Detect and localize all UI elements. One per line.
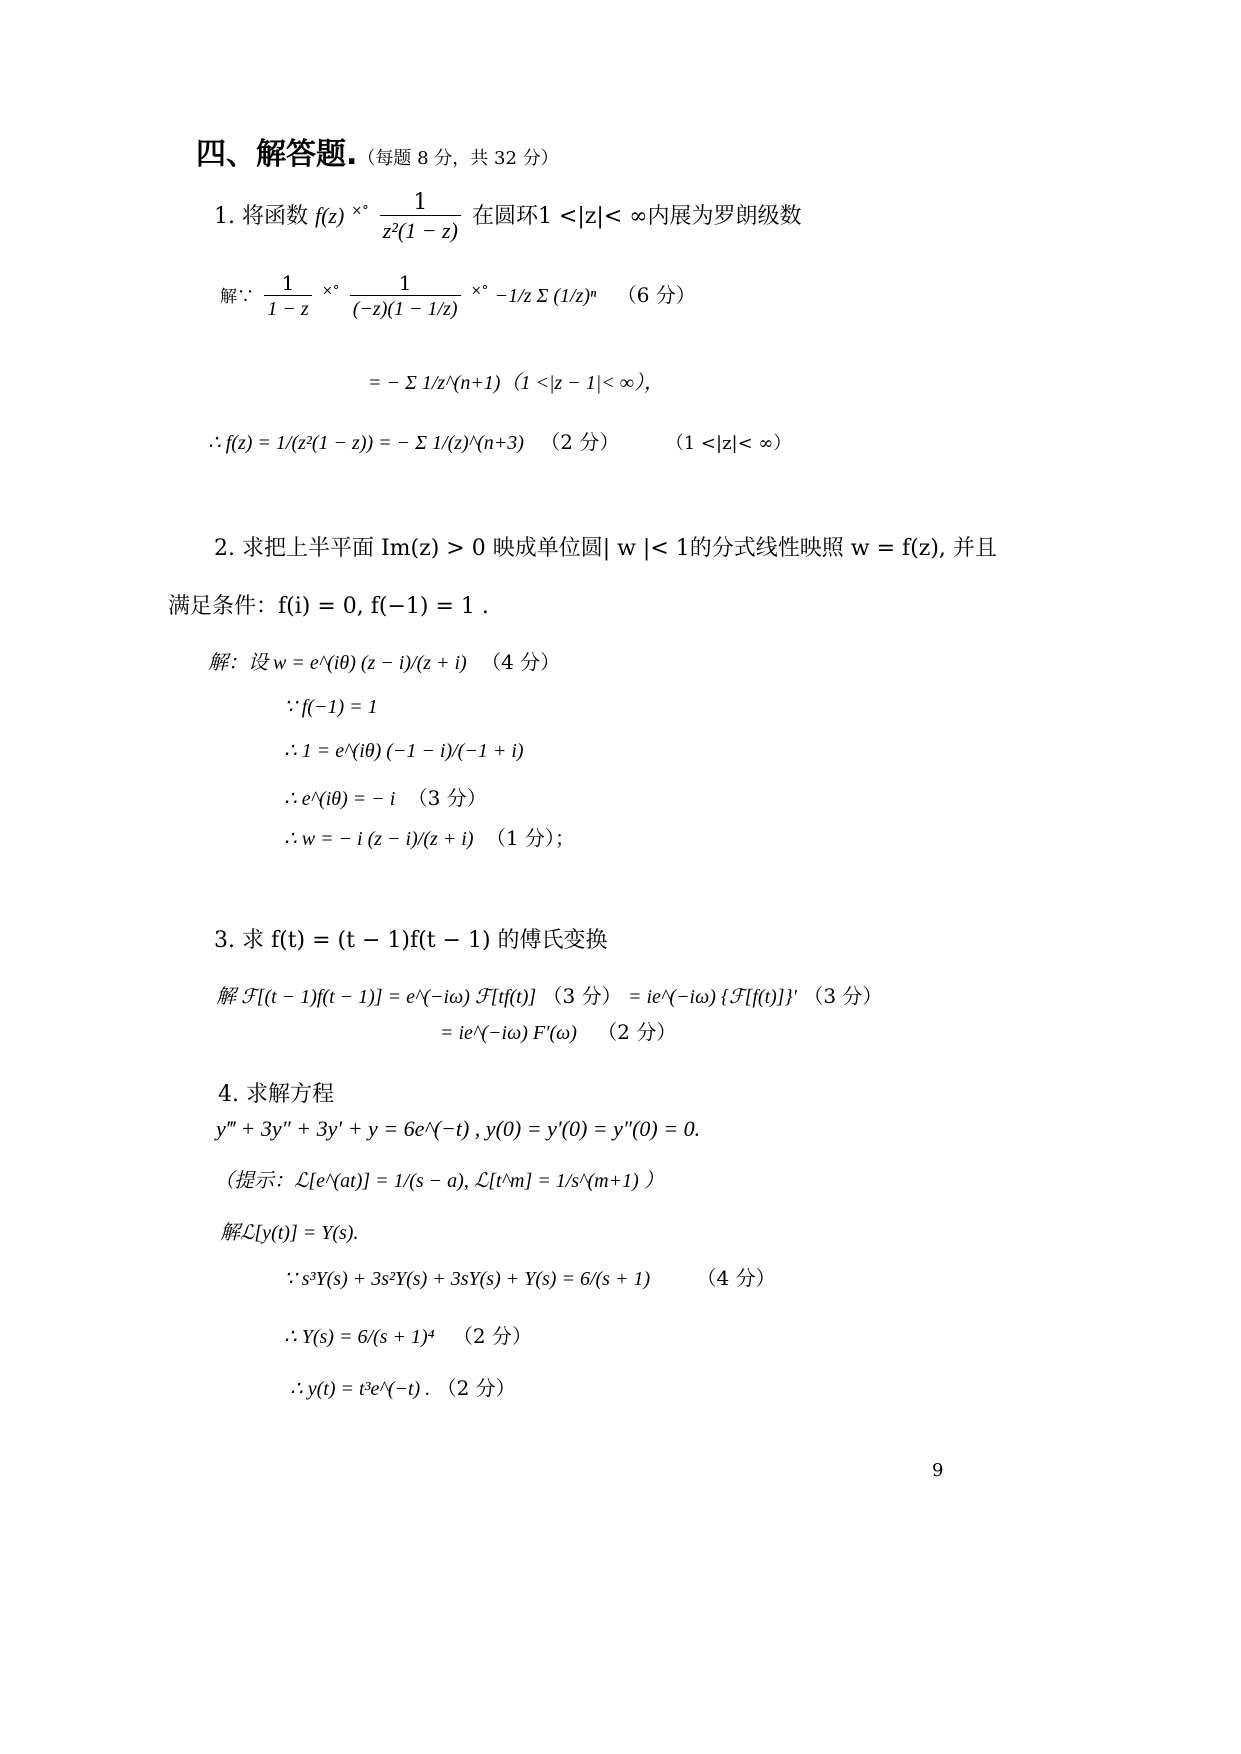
problem-4-solution-line-2: ∵ s³Y(s) + 3s²Y(s) + 3sY(s) + Y(s) = 6/(s + 1) （4 分） [284, 1266, 776, 1290]
problem-1-fraction: $\frac{1}{\text{z²(1 − z)}}$ [380, 190, 461, 244]
problem-2-statement-line-1: 2. 求把上半平面 Im(z) > 0 映成单位圆| w |< 1的分式线性映照 w = f(z), 并且 [214, 536, 997, 561]
problem-4-hint: （提示：ℒ[e^(at)] = 1/(s − a), ℒ[t^m] = 1/s^(m+1) ） [214, 1170, 664, 1192]
problem-2-solution-line-2: ∵ f(−1) = 1 [284, 696, 378, 718]
problem-4-solution-line-3: ∴ Y(s) = 6/(s + 1)⁴ （2 分） [284, 1324, 533, 1348]
problem-1-solution-line-3: ∴ f(z) = 1/(z²(1 − z)) = − Σ 1/(z)^(n+3) （2 分） （1 <|z|< ∞） [208, 430, 792, 454]
problem-3-statement: 3. 求 f(t) = (t − 1)f(t − 1) 的傅氏变换 [214, 928, 608, 953]
problem-4-statement: 4. 求解方程 [218, 1082, 334, 1107]
page-number: 9 [932, 1460, 944, 1481]
problem-2-solution-line-5: ∴ w = − i (z − i)/(z + i) （1 分）； [284, 826, 575, 850]
problem-1-solution-line-2: = − Σ 1/z^(n+1)（1 <|z − 1|< ∞）， [368, 372, 664, 394]
problem-4-solution-line-4: ∴ y(t) = t³e^(−t) . （2 分） [290, 1376, 516, 1400]
problem-2-solution-line-1: 解：设 w = e^(iθ) (z − i)/(z + i) （4 分） [208, 650, 561, 674]
problem-1-solution-line-1: 解∵ $\frac{1}{1 - z}$ ×° $\frac{1}{(-z)(1 - 1/z)}$ ×° −1/z Σ (1/z)ⁿ （6 分） [220, 271, 696, 320]
problem-2-solution-line-3: ∴ 1 = e^(iθ) (−1 − i)/(−1 + i) [284, 740, 524, 762]
section-heading: 四、解答题.（每题 8 分，共 32 分） [196, 137, 559, 172]
problem-4-solution-line-1: 解ℒ[y(t)] = Y(s). [220, 1222, 359, 1244]
problem-2-statement-line-2: 满足条件：f(i) = 0, f(−1) = 1 . [168, 594, 489, 619]
section-note: （每题 8 分，共 32 分） [357, 148, 559, 169]
problem-4-equation: y‴ + 3y″ + 3y′ + y = 6e^(−t) , y(0) = y′(0) = y″(0) = 0. [216, 1116, 701, 1141]
problem-3-solution-line-2: = ie^(−iω) F′(ω) （2 分） [440, 1020, 677, 1044]
problem-1-statement: 1. 将函数 f(z) ×° $\frac{1}{\text{z²(1 − z)}}$ 在圆环1 <|z|< ∞内展为罗朗级数 [214, 190, 802, 244]
problem-2-solution-line-4: ∴ e^(iθ) = − i （3 分） [284, 786, 487, 810]
problem-3-solution-line-1: 解 ℱ[(t − 1)f(t − 1)] = e^(−iω) ℱ[tf(t)] （3 分） = ie^(−iω) {ℱ[f(t)]}′ （3 分） [216, 984, 883, 1008]
